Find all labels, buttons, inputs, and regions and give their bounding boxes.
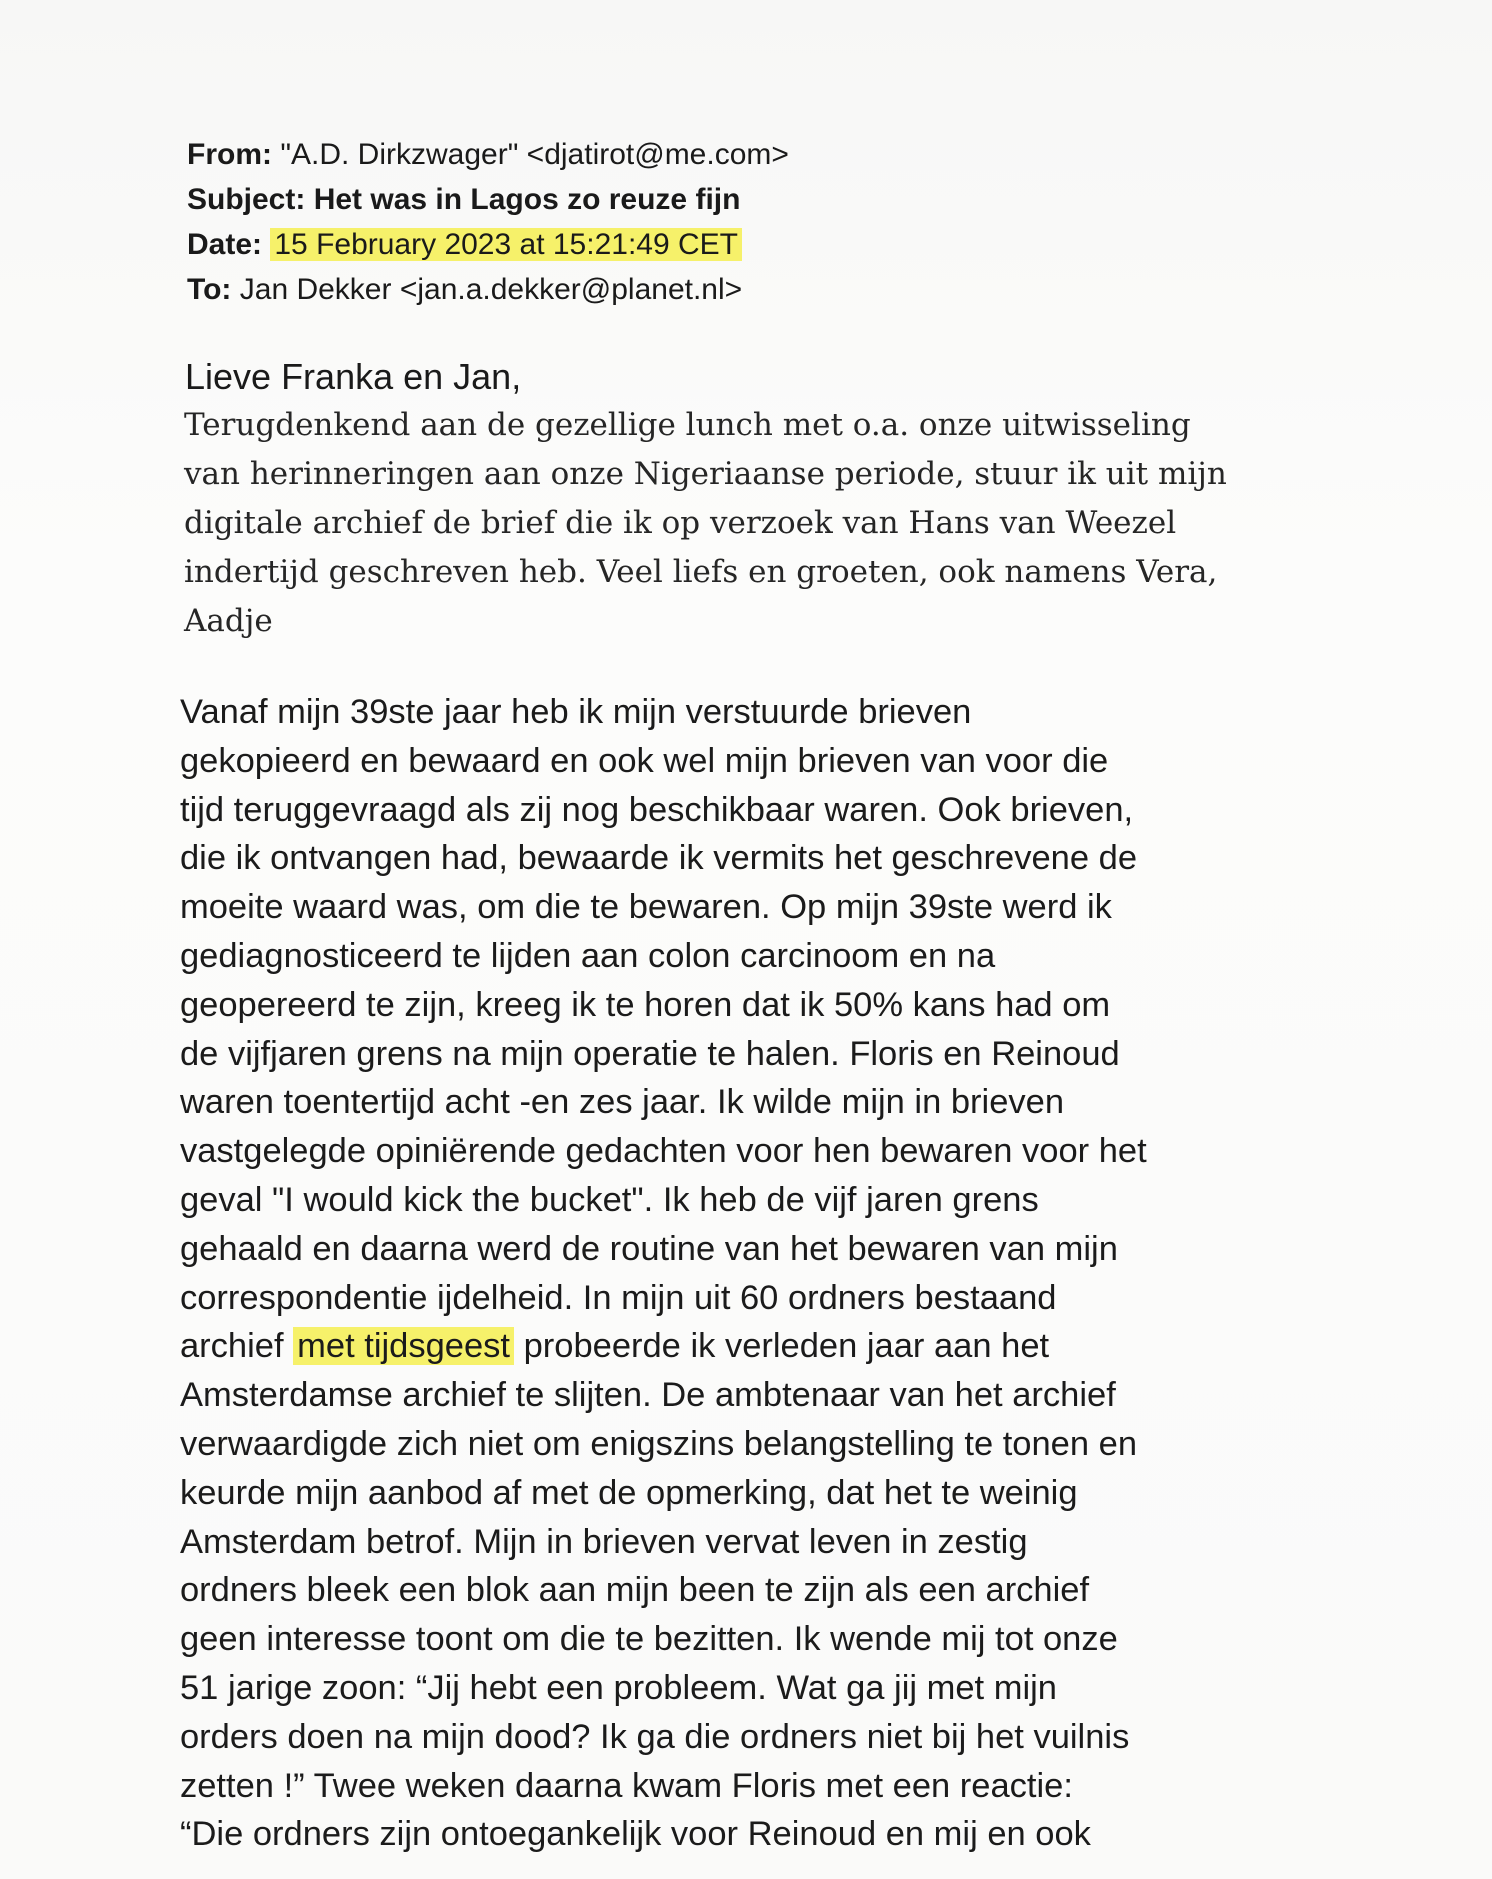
from-row (187, 132, 789, 177)
body-line: keurde mijn aanbod af met de opmerking, dat het te weinig (180, 1473, 1078, 1512)
body-line: geval "I would kick the bucket". Ik heb de vijf jaren grens (180, 1180, 1039, 1219)
to-label: To: (187, 273, 232, 306)
letter-body (180, 688, 1360, 1859)
body-line: waren toentertijd acht -en zes jaar. Ik wilde mijn in brieven (180, 1083, 1065, 1122)
intro-line: van herinneringen aan onze Nigeriaanse periode, stuur ik uit mijn (184, 456, 1227, 492)
body-line: vastgelegde opiniërende gedachten voor hen bewaren voor het (180, 1132, 1147, 1171)
body-line: Amsterdam betrof. Mijn in brieven vervat leven in zestig (180, 1522, 1028, 1561)
body-line: “Die ordners zijn ontoegankelijk voor Reinoud en mij en ook (180, 1815, 1091, 1854)
date-label: Date: (187, 228, 263, 261)
body-line: zetten !” Twee weken daarna kwam Floris met een reactie: (180, 1766, 1073, 1805)
intro-line: Terugdenkend aan de gezellige lunch met o.a. onze uitwisseling (184, 407, 1191, 443)
body-line: Vanaf mijn 39ste jaar heb ik mijn verstuurde brieven (180, 693, 972, 731)
highlight-before: archief (180, 1327, 294, 1366)
date-value-highlighted: 15 February 2023 at 15:21:49 CET (270, 228, 742, 261)
body-line: verwaardigde zich niet om enigszins belangstelling te tonen en (180, 1424, 1138, 1463)
body-line: ordners bleek een blok aan mijn been te zijn als een archief (180, 1571, 1090, 1610)
subject-row (187, 177, 789, 222)
intro-paragraph (184, 401, 1344, 646)
subject-label: Subject: (187, 183, 306, 216)
body-line: geopereerd te zijn, kreeg ik te horen dat ik 50% kans had om (180, 985, 1111, 1024)
body-line: orders doen na mijn dood? Ik ga die ordners niet bij het vuilnis (180, 1717, 1130, 1756)
intro-line: digitale archief de brief die ik op verzoek van Hans van Weezel (184, 505, 1177, 541)
to-row (187, 267, 789, 312)
from-value: "A.D. Dirkzwager" <djatirot@me.com> (272, 138, 789, 171)
body-line: Amsterdamse archief te slijten. De ambtenaar van het archief (180, 1376, 1116, 1415)
body-line: die ik ontvangen had, bewaarde ik vermits het geschrevene de (180, 839, 1138, 878)
body-line: tijd teruggevraagd als zij nog beschikbaar waren. Ook brieven, (180, 790, 1134, 829)
body-line: gehaald en daarna werd de routine van het bewaren van mijn (180, 1229, 1118, 1268)
body-line: de vijfjaren grens na mijn operatie te halen. Floris en Reinoud (180, 1034, 1120, 1073)
body-line: moeite waard was, om die te bewaren. Op mijn 39ste werd ik (180, 888, 1112, 927)
to-value: Jan Dekker <jan.a.dekker@planet.nl> (231, 273, 743, 306)
email-header (187, 132, 789, 312)
body-line: geen interesse toont om die te bezitten. Ik wende mij tot onze (180, 1620, 1118, 1659)
highlighted-phrase: met tijdsgeest (293, 1327, 514, 1365)
date-row (187, 222, 789, 267)
body-line: gekopieerd en bewaard en ook wel mijn brieven van voor die (180, 741, 1109, 780)
highlight-after: probeerde ik verleden jaar aan het (514, 1327, 1050, 1366)
body-line: gediagnosticeerd te lijden aan colon carcinoom en na (180, 936, 996, 975)
intro-line: indertijd geschreven heb. Veel liefs en groeten, ook namens Vera, (184, 554, 1218, 590)
subject-value: Het was in Lagos zo reuze fijn (305, 183, 741, 216)
from-label: From: (187, 138, 272, 171)
body-line: correspondentie ijdelheid. In mijn uit 60 ordners bestaand (180, 1278, 1057, 1317)
intro-line: Aadje (184, 603, 273, 639)
body-line-highlighted (180, 1322, 1360, 1371)
body-line: 51 jarige zoon: “Jij hebt een probleem. Wat ga jij met mijn (180, 1668, 1057, 1707)
greeting: Lieve Franka en Jan, (185, 356, 522, 397)
